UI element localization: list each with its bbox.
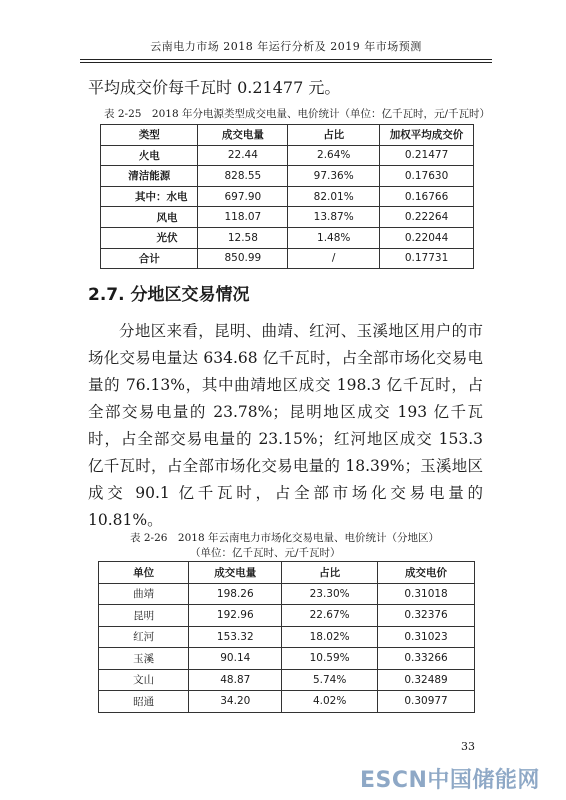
table-cell: 2.64%: [288, 145, 380, 166]
table-2-25: [100, 124, 474, 269]
lead-text: 平均成交价每千瓦时 0.21477 元。: [88, 78, 341, 97]
page-header: 云南电力市场 2018 年运行分析及 2019 年市场预测: [80, 38, 492, 60]
table-cell: 0.32376: [378, 605, 475, 627]
table-cell: 97.36%: [288, 166, 380, 187]
table-row: [99, 626, 475, 648]
table-cell: 0.17731: [380, 248, 474, 269]
table-cell: 82.01%: [288, 186, 380, 207]
table-header-row: [99, 562, 475, 584]
table-header-cell: 成交电价: [378, 562, 475, 584]
table-cell: 13.87%: [288, 207, 380, 228]
table-cell: 1.48%: [288, 227, 380, 248]
table-cell: 12.58: [198, 227, 288, 248]
table-cell: 曲靖: [99, 583, 189, 605]
table-cell: 昭通: [99, 691, 189, 713]
table-cell: 0.33266: [378, 648, 475, 670]
table-cell: 光伏: [101, 227, 198, 248]
table-cell: 90.14: [189, 648, 282, 670]
table-row: [99, 691, 475, 713]
table-cell: 22.67%: [282, 605, 378, 627]
table-row: [101, 145, 474, 166]
table-2-26-unit: （单位：亿千瓦时、元/千瓦时）: [190, 547, 341, 559]
table-cell: 118.07: [198, 207, 288, 228]
table-cell: 文山: [99, 669, 189, 691]
table-cell: 18.02%: [282, 626, 378, 648]
body-paragraph: [88, 318, 483, 534]
table-cell: 风电: [101, 207, 198, 228]
table-header-cell: 占比: [288, 125, 380, 146]
table-2-26: [98, 561, 475, 713]
escn-watermark-logo: ESCN中国储能网: [360, 768, 540, 793]
table-cell: 198.26: [189, 583, 282, 605]
table-row: [101, 227, 474, 248]
table-header-cell: 单位: [99, 562, 189, 584]
table-cell: 192.96: [189, 605, 282, 627]
table-cell: 玉溪: [99, 648, 189, 670]
table-header-cell: 类型: [101, 125, 198, 146]
table-cell: 红河: [99, 626, 189, 648]
table-row: [101, 248, 474, 269]
table-row: [99, 605, 475, 627]
table-header-cell: 成交电量: [189, 562, 282, 584]
table-cell: 48.87: [189, 669, 282, 691]
table-cell: 850.99: [198, 248, 288, 269]
table-cell: 0.16766: [380, 186, 474, 207]
table-2-26-caption: 表 2-26 2018 年云南电力市场化交易电量、电价统计（分地区）: [130, 532, 439, 544]
table-header-cell: 占比: [282, 562, 378, 584]
table-row: [101, 166, 474, 187]
table-cell: /: [288, 248, 380, 269]
table-header-cell: 加权平均成交价: [380, 125, 474, 146]
table-2-25-caption: 表 2-25 2018 年分电源类型成交电量、电价统计（单位：亿千瓦时，元/千瓦时）: [104, 108, 491, 120]
table-cell: 23.30%: [282, 583, 378, 605]
table-cell: 合计: [101, 248, 198, 269]
table-cell: 153.32: [189, 626, 282, 648]
table-cell: 清洁能源: [101, 166, 198, 187]
table-cell: 22.44: [198, 145, 288, 166]
table-cell: 0.22044: [380, 227, 474, 248]
table-cell: 5.74%: [282, 669, 378, 691]
page-number: 33: [461, 740, 475, 753]
table-cell: 828.55: [198, 166, 288, 187]
table-row: [99, 669, 475, 691]
table-header-row: [101, 125, 474, 146]
table-cell: 0.32489: [378, 669, 475, 691]
table-cell: 0.17630: [380, 166, 474, 187]
paragraph-text: 分地区来看，昆明、曲靖、红河、玉溪地区用户的市场化交易电量达 634.68 亿千瓦时，占全部市场化交易电量的 76.13%，其中曲靖地区成交 198.3 亿千瓦时，占全部交易电量的 23.78%；昆明地区成交 193 亿千瓦时，占全部交易电量的 23.15%；红河地区成交 153.3 亿千瓦时，占全部市场化交易电量的 18.39%；玉溪地区成交 90.1 亿千瓦时，占全部市场化交易电量的 10.81%。: [88, 322, 483, 529]
table-cell: 0.31018: [378, 583, 475, 605]
table-cell: 0.21477: [380, 145, 474, 166]
table-cell: 昆明: [99, 605, 189, 627]
table-cell: 10.59%: [282, 648, 378, 670]
table-cell: 0.30977: [378, 691, 475, 713]
table-row: [99, 583, 475, 605]
table-cell: 4.02%: [282, 691, 378, 713]
table-cell: 其中：水电: [101, 186, 198, 207]
table-cell: 34.20: [189, 691, 282, 713]
table-cell: 0.22264: [380, 207, 474, 228]
table-row: [101, 207, 474, 228]
section-title: 2.7. 分地区交易情况: [88, 285, 250, 305]
table-cell: 0.31023: [378, 626, 475, 648]
table-header-cell: 成交电量: [198, 125, 288, 146]
table-row: [101, 186, 474, 207]
table-cell: 火电: [101, 145, 198, 166]
table-cell: 697.90: [198, 186, 288, 207]
table-row: [99, 648, 475, 670]
